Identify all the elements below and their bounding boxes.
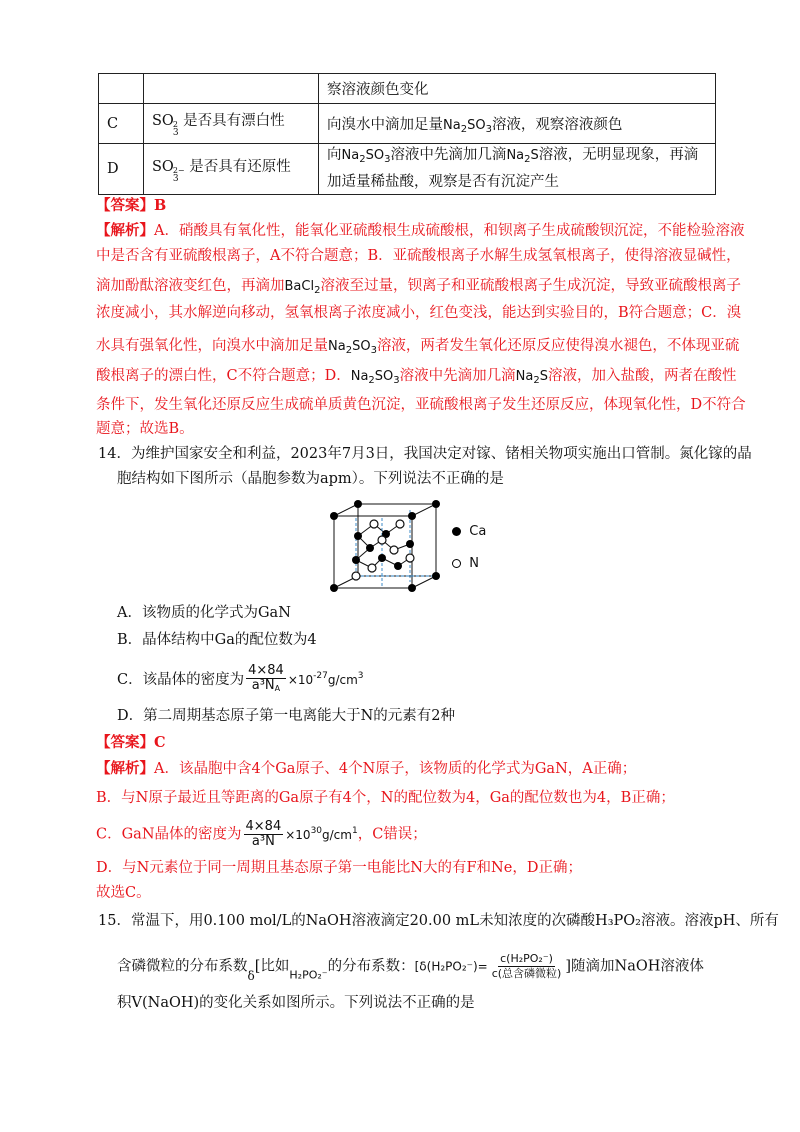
analysis-line: 酸根离子的漂白性，C不符合题意；D．$Na_2SO_3$溶液中先滴加几滴$Na_2S$溶液，加入盐酸，两者在酸性 xyxy=(96,368,737,386)
option-a: A．该物质的化学式为GaN xyxy=(117,605,291,621)
analysis-line: 中是否含有亚硫酸根离子，A不符合题意；B．亚硫酸根离子水解生成氢氧根离子，使得溶液显碱性， xyxy=(96,248,741,264)
analysis-line: C．GaN晶体的密度为 $\frac{4\times 84}{\text{a³N}}$ $\times 10^{30}g/cm^1$，C错误； xyxy=(96,819,427,849)
purpose-cell: SO 2 3 是否具有漂白性 xyxy=(144,104,319,144)
operation-cell: 向溴水中滴加足量$Na_2SO_3$溶液，观察溶液颜色 xyxy=(319,104,716,144)
table-row xyxy=(99,104,716,144)
analysis-line: 【解析】A．该晶胞中含4个Ga原子、4个N原子，该物质的化学式为GaN，A正确； xyxy=(96,760,637,777)
option-d: D．第二周期基态原子第一电离能大于N的元素有2种 xyxy=(117,708,456,724)
hollow-circle-icon xyxy=(452,559,461,568)
question-stem: 15．常温下，用0.100 mol/L的NaOH溶液滴定20.00 mL未知浓度的次磷酸H₃PO₂溶液。溶液pH、所有 xyxy=(98,913,779,929)
purpose-cell: SO 2− 3 是否具有还原性 xyxy=(144,144,319,195)
answer-label: 【答案】B xyxy=(96,197,167,214)
legend-ca: Ca xyxy=(452,522,486,542)
question-stem: 含磷微粒的分布系数δ[比如$_{H_2PO_2^-}$的分布系数：[δ(H₂PO₂⁻)= $\frac{\text{c(H₂PO₂⁻)}}{\text{c(总含磷微粒)}}$ ]随滴加NaOH溶液体 xyxy=(117,952,704,983)
table-cell: 察溶液颜色变化 xyxy=(319,74,716,104)
answer-label: 【答案】C xyxy=(96,734,166,751)
analysis-line: B．与N原子最近且等距离的Ga原子有4个，N的配位数为4，Ga的配位数也为4，B正确； xyxy=(96,790,675,806)
question-stem: 胞结构如下图所示（晶胞参数为apm）。下列说法不正确的是 xyxy=(117,471,504,487)
filled-circle-icon xyxy=(452,527,461,536)
analysis-line: 题意；故选B。 xyxy=(96,421,194,437)
analysis-line: 水具有强氧化性，向溴水中滴加足量$Na_2SO_3$溶液，两者发生氧化还原反应使得溴水褪色，不体现亚硫 xyxy=(96,338,740,356)
option-c: C．该晶体的密度为 $\frac{4\times 84}{a^3N_A}$ $\times 10^{-27}g/cm^3$ xyxy=(117,663,364,693)
row-letter: D xyxy=(99,144,144,195)
analysis-line: 条件下，发生氧化还原反应生成硫单质黄色沉淀，亚硫酸根离子发生还原反应，体现氧化性，D不符合 xyxy=(96,397,746,413)
crystal-cell-diagram xyxy=(320,496,500,596)
analysis-line: 滴加酚酞溶液变红色，再滴加BaCl$_2$溶液至过量，钡离子和亚硫酸根离子生成沉淀，导致亚硫酸根离子 xyxy=(96,278,741,296)
question-stem: 14．为维护国家安全和利益，2023年7月3日，我国决定对镓、锗相关物项实施出口管制。氮化镓的晶 xyxy=(98,446,752,462)
question-stem: 积V(NaOH)的变化关系如图所示。下列说法不正确的是 xyxy=(117,995,475,1011)
analysis-line: D．与N元素位于同一周期且基态原子第一电能比N大的有F和Ne，D正确； xyxy=(96,860,582,876)
option-b: B．晶体结构中Ga的配位数为4 xyxy=(117,632,317,648)
operation-cell: 向$Na_2SO_3$溶液中先滴加几滴$Na_2S$溶液，无明显现象，再滴 加适量稀盐酸，观察是否有沉淀产生 xyxy=(319,144,716,195)
row-letter: C xyxy=(99,104,144,144)
analysis-line: 故选C。 xyxy=(96,885,151,901)
options-table xyxy=(98,73,716,195)
table-row xyxy=(99,74,716,104)
analysis-line: 浓度减小，其水解逆向移动，氢氧根离子浓度减小，红色变浅，能达到实验目的，B符合题意；C．溴 xyxy=(96,305,742,321)
table-row xyxy=(99,144,716,195)
legend-n: N xyxy=(452,554,479,574)
analysis-line: 【解析】A．硝酸具有氧化性，能氧化亚硫酸根生成硫酸根，和钡离子生成硫酸钡沉淀，不能检验溶液 xyxy=(96,222,745,239)
